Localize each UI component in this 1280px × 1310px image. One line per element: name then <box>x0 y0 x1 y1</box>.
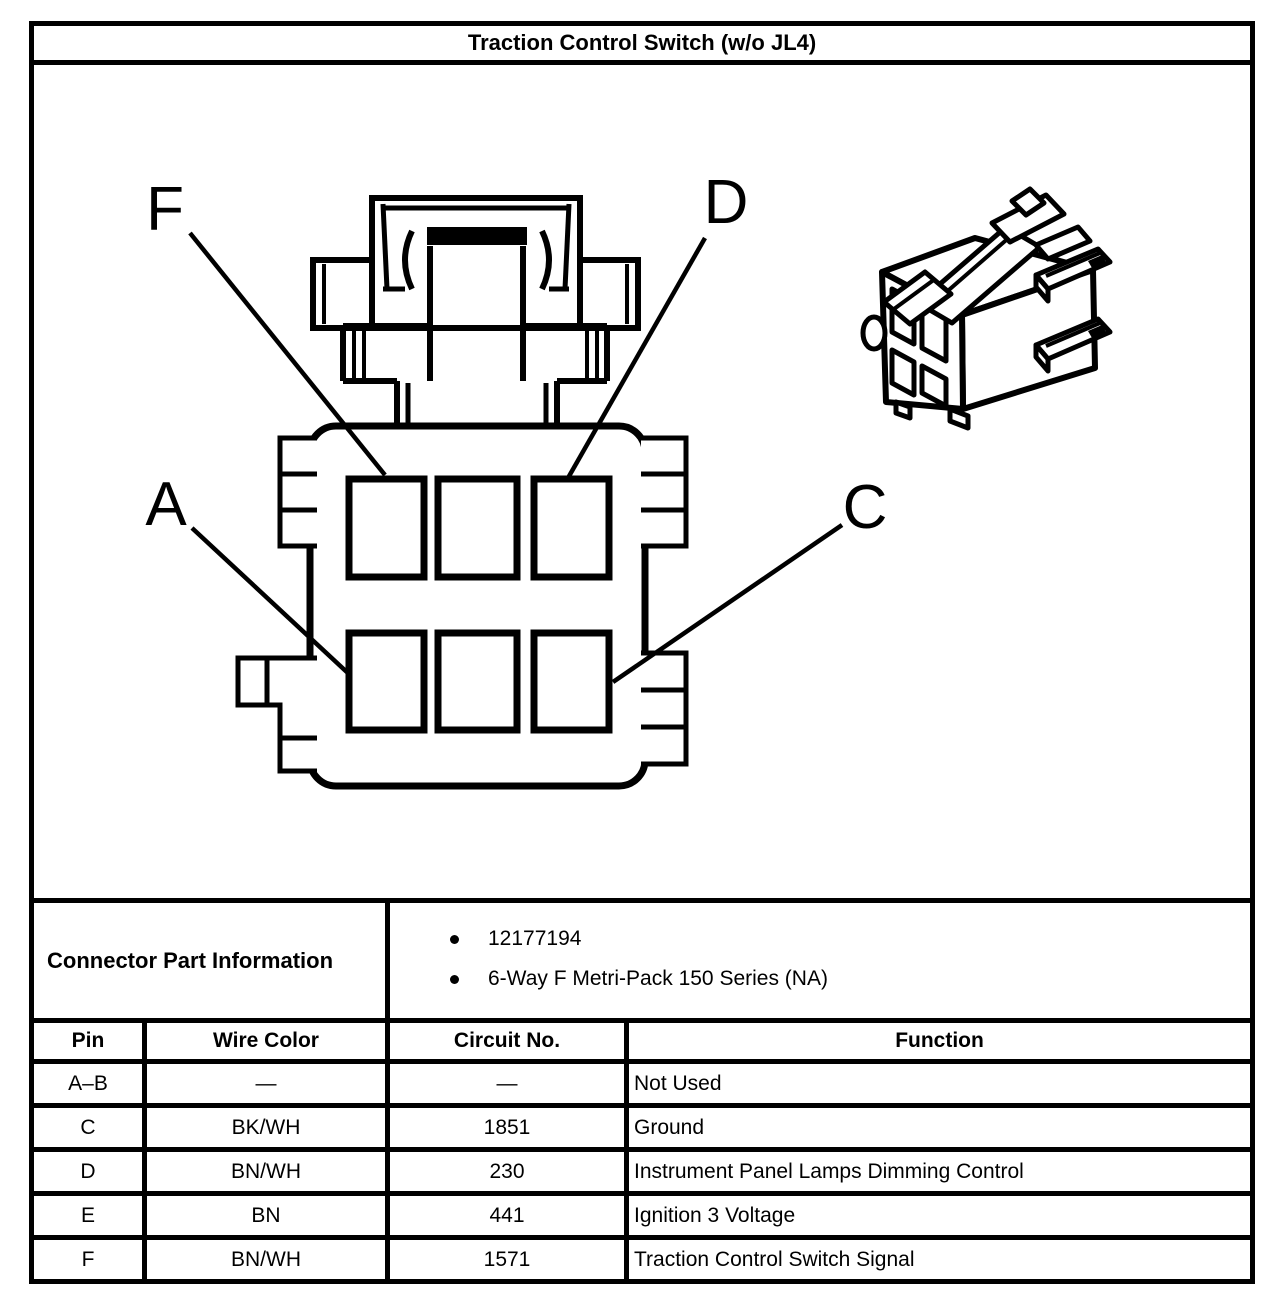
pin-cell: D <box>32 1150 145 1194</box>
cavity-e <box>438 479 517 577</box>
wire-color-cell: — <box>145 1062 388 1106</box>
pin-cell: E <box>32 1194 145 1238</box>
iso-left-bump <box>863 317 885 349</box>
column-header-circuit-no: Circuit No. <box>388 1021 627 1062</box>
wire-color-cell: BK/WH <box>145 1106 388 1150</box>
circuit-no-cell: 1571 <box>388 1238 627 1282</box>
part-number: 12177194 <box>488 927 582 950</box>
lock-bar <box>427 227 527 245</box>
function-cell: Traction Control Switch Signal <box>627 1238 1253 1282</box>
connector-front-view <box>238 198 686 786</box>
pin-label-c: C <box>842 473 888 542</box>
tabs-lower-right <box>641 653 686 764</box>
table-row <box>32 1106 1253 1150</box>
connector-series-item <box>450 966 1250 992</box>
connector-diagram-cell <box>32 63 1253 901</box>
pin-cell: A–B <box>32 1062 145 1106</box>
connector-diagram <box>34 65 1245 893</box>
index-tab-left <box>238 658 317 771</box>
function-cell: Not Used <box>627 1062 1253 1106</box>
connector-part-info-values <box>388 901 1253 1021</box>
wire-color-cell: BN <box>145 1194 388 1238</box>
bullet-icon <box>450 935 459 944</box>
table-row <box>32 1150 1253 1194</box>
connector-document-table <box>29 21 1255 1284</box>
cavity-d <box>534 479 609 577</box>
tabs-upper-right <box>641 438 686 546</box>
wire-color-cell: BN/WH <box>145 1238 388 1282</box>
wing-left <box>313 260 372 328</box>
column-header-function: Function <box>627 1021 1253 1062</box>
column-header-pin: Pin <box>32 1021 145 1062</box>
circuit-no-cell: 441 <box>388 1194 627 1238</box>
pin-cell: F <box>32 1238 145 1282</box>
table-row <box>32 1062 1253 1106</box>
circuit-no-cell: 1851 <box>388 1106 627 1150</box>
function-cell: Ground <box>627 1106 1253 1150</box>
function-cell: Instrument Panel Lamps Dimming Control <box>627 1150 1253 1194</box>
table-row <box>32 1194 1253 1238</box>
function-cell: Ignition 3 Voltage <box>627 1194 1253 1238</box>
cavity-a <box>349 633 424 730</box>
circuit-no-cell: 230 <box>388 1150 627 1194</box>
table-row <box>32 1238 1253 1282</box>
pin-cell: C <box>32 1106 145 1150</box>
cavity-b <box>438 633 517 730</box>
page-title: Traction Control Switch (w/o JL4) <box>32 24 1253 63</box>
cavity-c <box>534 633 609 730</box>
connector-series: 6-Way F Metri-Pack 150 Series (NA) <box>488 967 828 990</box>
tabs-upper-left <box>280 438 317 546</box>
cavity-f <box>349 479 424 577</box>
pin-label-a: A <box>145 470 187 539</box>
bullet-icon <box>450 975 459 984</box>
pin-label-f: F <box>146 175 184 244</box>
connector-iso-view <box>863 189 1110 428</box>
part-number-item <box>450 926 1250 952</box>
wire-color-cell: BN/WH <box>145 1150 388 1194</box>
circuit-no-cell: — <box>388 1062 627 1106</box>
connector-part-info-label: Connector Part Information <box>32 901 388 1021</box>
wing-right <box>580 260 638 328</box>
pin-label-d: D <box>703 168 749 237</box>
column-header-wire-color: Wire Color <box>145 1021 388 1062</box>
